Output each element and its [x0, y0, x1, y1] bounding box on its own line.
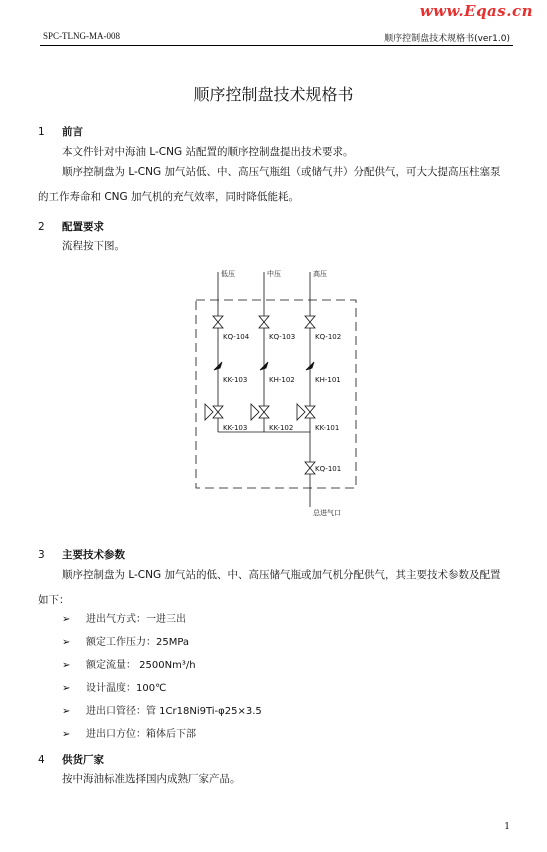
section-title: 供货厂家 — [62, 754, 104, 766]
section-1-para-1: 本文件针对中海油 L-CNG 站配置的顺序控制盘提出技术要求。 — [62, 146, 354, 158]
line-label-mid: 中压 — [267, 270, 281, 278]
page-number: 1 — [504, 822, 510, 832]
list-item: ➢ 进出口管径：管 1Cr18Ni9Ti-φ25×3.5 — [62, 700, 262, 723]
bullet-arrow-icon: ➢ — [62, 637, 71, 648]
line-label-low: 低压 — [221, 270, 235, 278]
list-item: ➢ 进出气方式：一进三出 — [62, 608, 262, 631]
list-item: ➢ 进出口方位：箱体后下部 — [62, 723, 262, 746]
list-item: ➢ 额定工作压力：25MPa — [62, 631, 262, 654]
check-valve-3: KH-101 — [315, 376, 341, 384]
section-1-heading — [38, 124, 83, 139]
list-item: ➢ 额定流量： 2500Nm³/h — [62, 654, 262, 677]
section-title: 前言 — [62, 126, 83, 138]
bullet-arrow-icon: ➢ — [62, 660, 71, 671]
control-valve-2: KK-102 — [269, 424, 294, 432]
parameter-list — [62, 608, 262, 746]
control-valve-1: KK-103 — [223, 424, 248, 432]
section-title: 主要技术参数 — [62, 549, 125, 561]
section-3-heading — [38, 547, 125, 562]
bullet-arrow-icon: ➢ — [62, 706, 71, 717]
header-doc-title: 顺序控制盘技术规格书(ver1.0) — [384, 34, 510, 44]
bullet-arrow-icon: ➢ — [62, 729, 71, 740]
upper-valve-3: KQ-102 — [315, 333, 342, 341]
check-valve-2: KH-102 — [269, 376, 295, 384]
bullet-arrow-icon: ➢ — [62, 683, 71, 694]
inlet-valve: KQ-101 — [315, 465, 342, 473]
upper-valve-2: KQ-103 — [269, 333, 296, 341]
section-2-para-1: 流程按下图。 — [62, 240, 125, 252]
line-label-high: 高压 — [313, 270, 327, 278]
section-3-para-1: 顺序控制盘为 L-CNG 加气站的低、中、高压储气瓶或加气机分配供气，其主要技术参数及配置如下： — [38, 569, 501, 606]
section-number: 3 — [38, 549, 45, 561]
header-rule — [40, 45, 513, 46]
section-4-para-1: 按中海油标准选择国内成熟厂家产品。 — [62, 773, 241, 785]
section-1-para-2: 顺序控制盘为 L-CNG 加气站低、中、高压气瓶组（或储气井）分配供气，可大大提高压柱塞泵的工作寿命和 CNG 加气机的充气效率，同时降低能耗。 — [38, 166, 501, 203]
section-number: 2 — [38, 221, 45, 233]
upper-valve-1: KQ-104 — [223, 333, 250, 341]
page-title: 顺序控制盘技术规格书 — [193, 85, 354, 104]
section-title: 配置要求 — [62, 221, 104, 233]
section-number: 4 — [38, 754, 45, 766]
header-doc-code: SPC-TLNG-MA-008 — [43, 31, 121, 41]
control-valve-3: KK-101 — [315, 424, 340, 432]
list-item: ➢ 设计温度：100℃ — [62, 677, 262, 700]
section-number: 1 — [38, 126, 45, 138]
flow-diagram — [190, 262, 370, 524]
section-4-heading — [38, 752, 104, 767]
watermark: www.Eqas.cn — [419, 2, 533, 20]
section-2-heading — [38, 219, 104, 234]
bullet-arrow-icon: ➢ — [62, 614, 71, 625]
inlet-label: 总进气口 — [313, 509, 341, 517]
check-valve-1: KK-103 — [223, 376, 248, 384]
